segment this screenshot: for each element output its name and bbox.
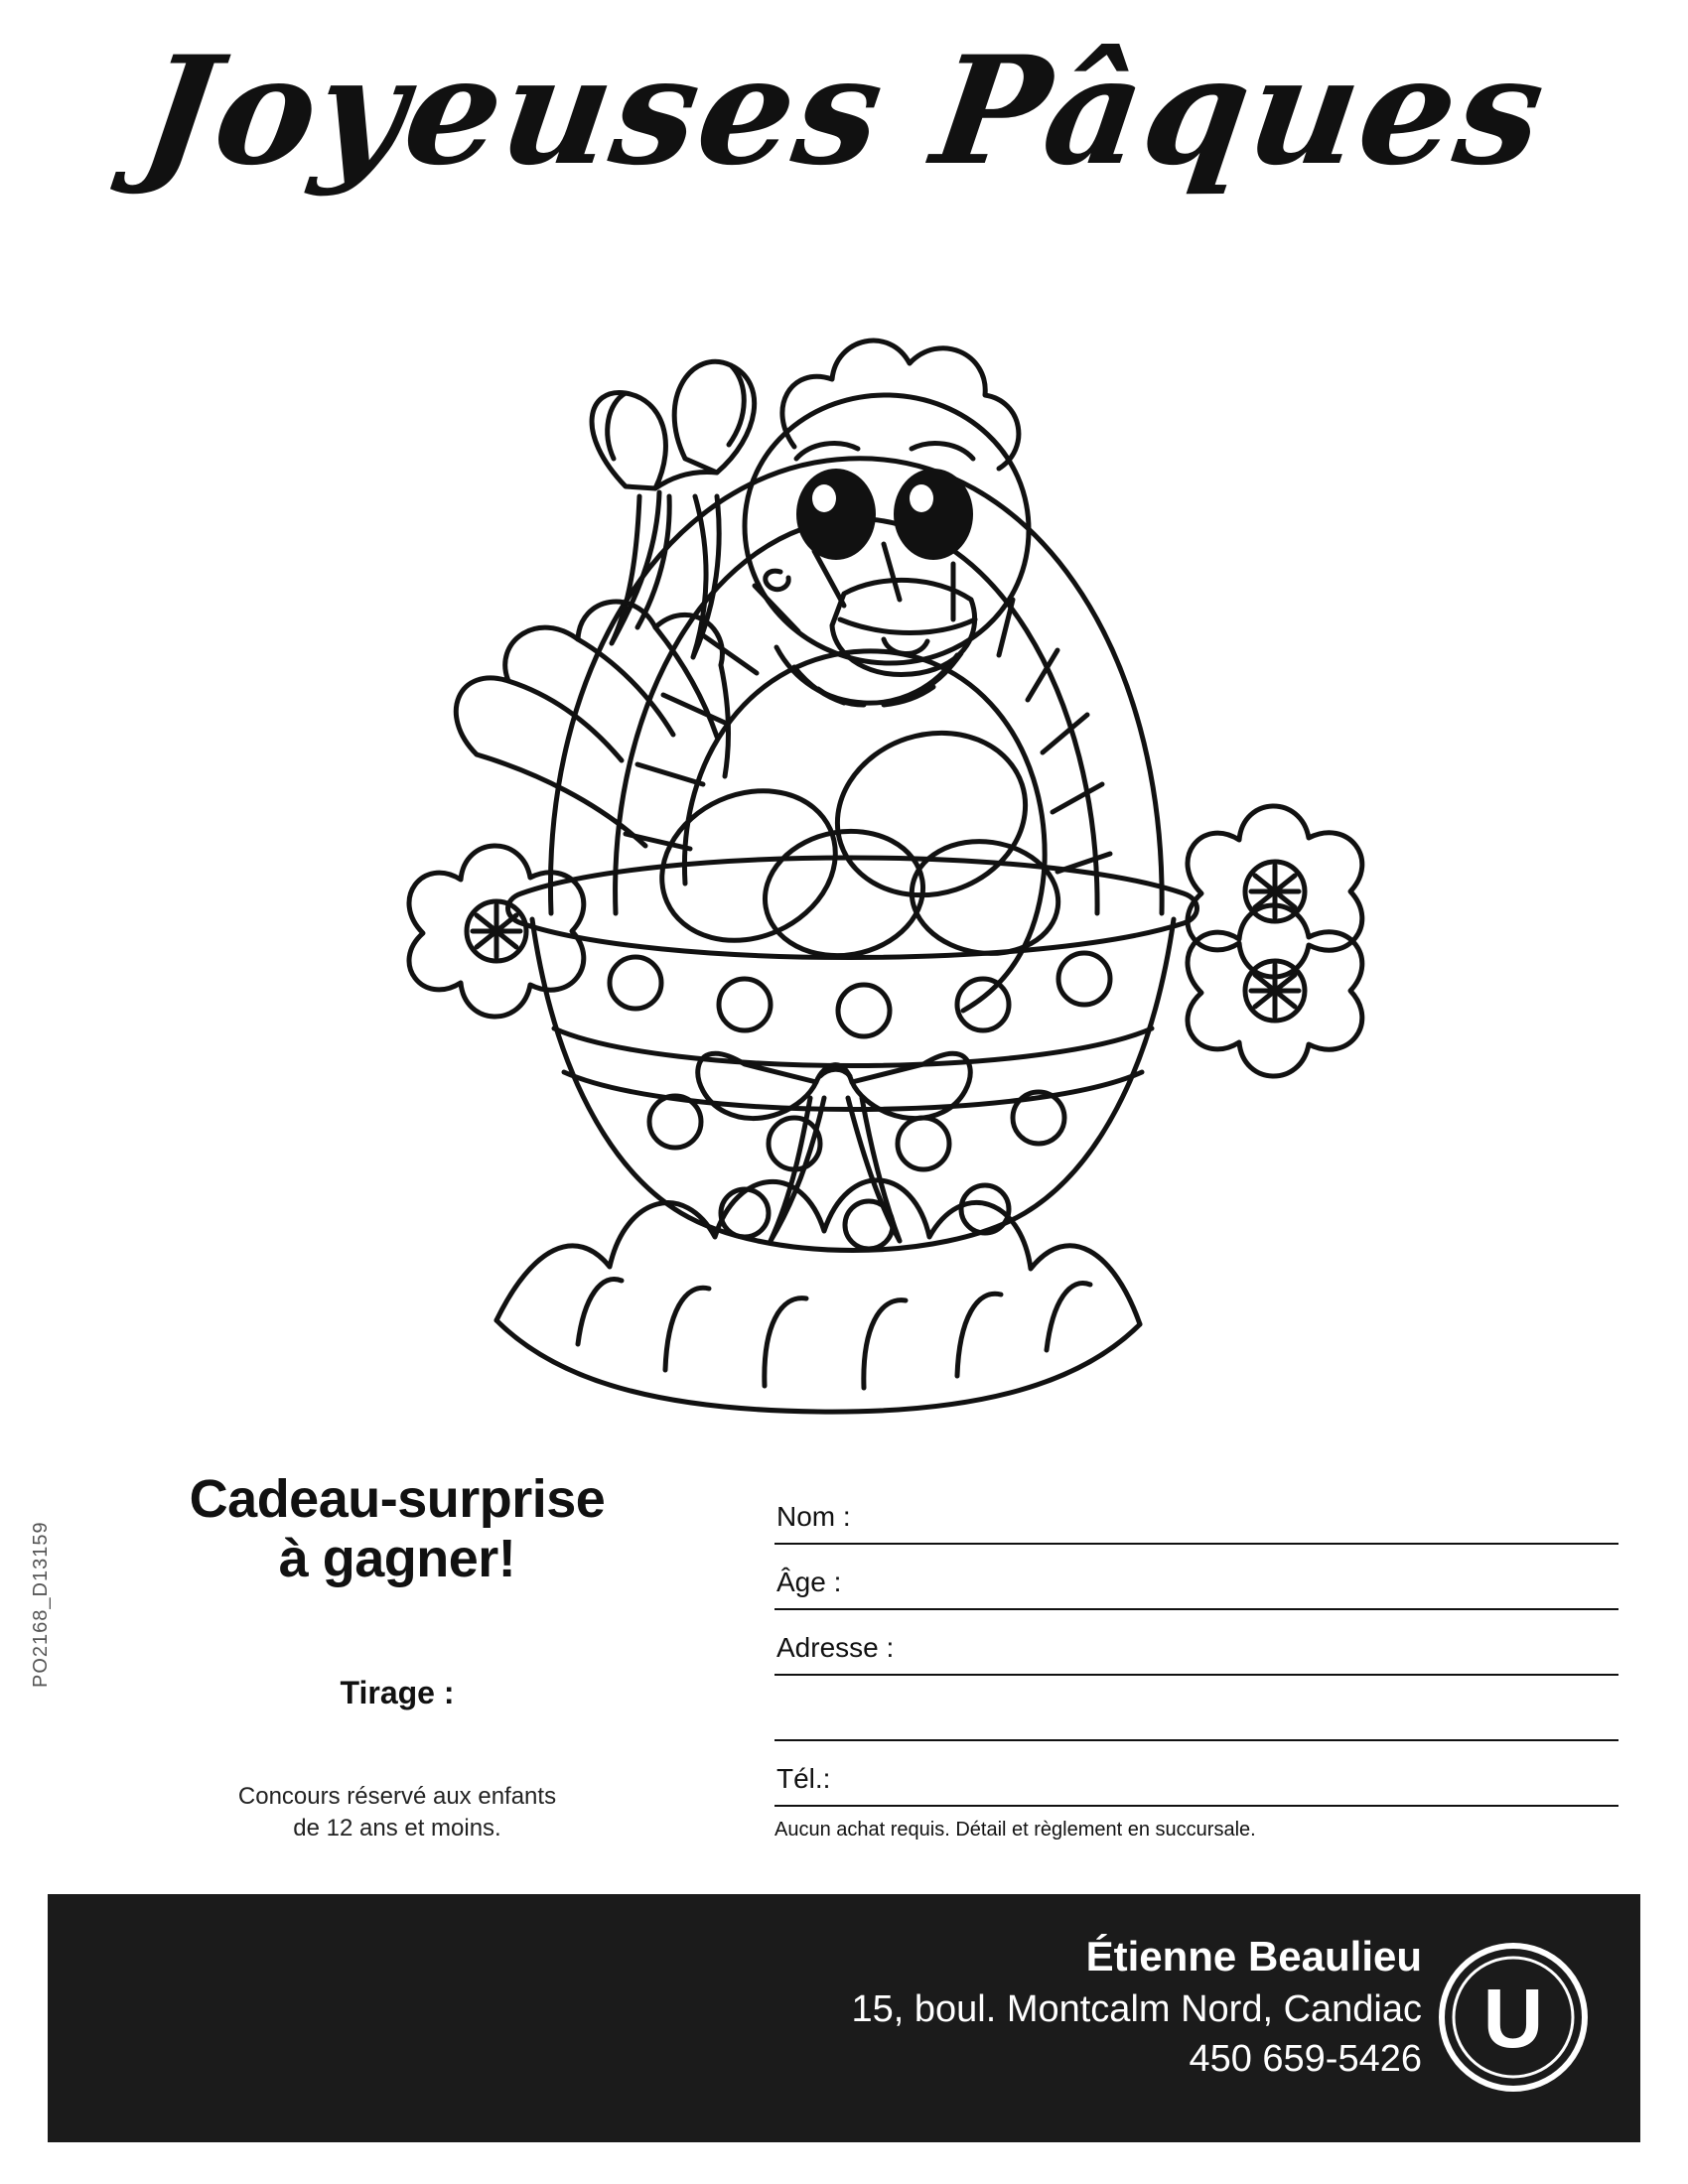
field-adresse-line2[interactable] [774,1676,1618,1741]
easter-basket-chick-coloring-illustration [328,199,1370,1459]
page-title: Joyeuses Pâques [132,24,1556,199]
store-address: 15, boul. Montcalm Nord, Candiac [851,1988,1422,2031]
document-code: PO2168_D13159 [30,1521,52,1688]
field-tel[interactable] [774,1741,1618,1807]
store-info [851,1932,1422,2084]
store-name: Étienne Beaulieu [1085,1933,1422,1979]
address-input[interactable] [774,1612,1618,1674]
field-adresse[interactable] [774,1610,1618,1676]
field-label-nom: Nom : [776,1501,851,1532]
name-input[interactable] [774,1481,1618,1543]
legal-note: Aucun achat requis. Détail et règlement en succursale. [774,1819,1256,1841]
prize-headline [119,1469,675,1589]
field-age[interactable] [774,1545,1618,1610]
field-label-tel: Tél.: [776,1763,831,1794]
entry-form [774,1479,1618,1842]
address-line2-input[interactable] [774,1678,1618,1739]
field-label-age: Âge : [776,1567,842,1597]
contest-note-line1: Concours réservé aux enfants [237,1782,557,1810]
promo-column [119,1469,675,1845]
contest-note-line2: de 12 ans et moins. [293,1815,501,1843]
uniprix-logo [1438,1942,1589,2093]
age-input[interactable] [774,1547,1618,1608]
contest-note [119,1781,675,1845]
svg-text:U: U [1482,1972,1544,2065]
field-label-adresse: Adresse : [776,1632,895,1663]
prize-headline-line1: Cadeau-surprise [189,1469,606,1529]
store-phone: 450 659-5426 [1189,2037,1422,2080]
footer-bar [48,1894,1640,2142]
prize-headline-line2: à gagner! [278,1529,516,1589]
phone-input[interactable] [774,1743,1618,1805]
draw-date-label: Tirage : [340,1674,455,1710]
field-nom[interactable] [774,1479,1618,1545]
